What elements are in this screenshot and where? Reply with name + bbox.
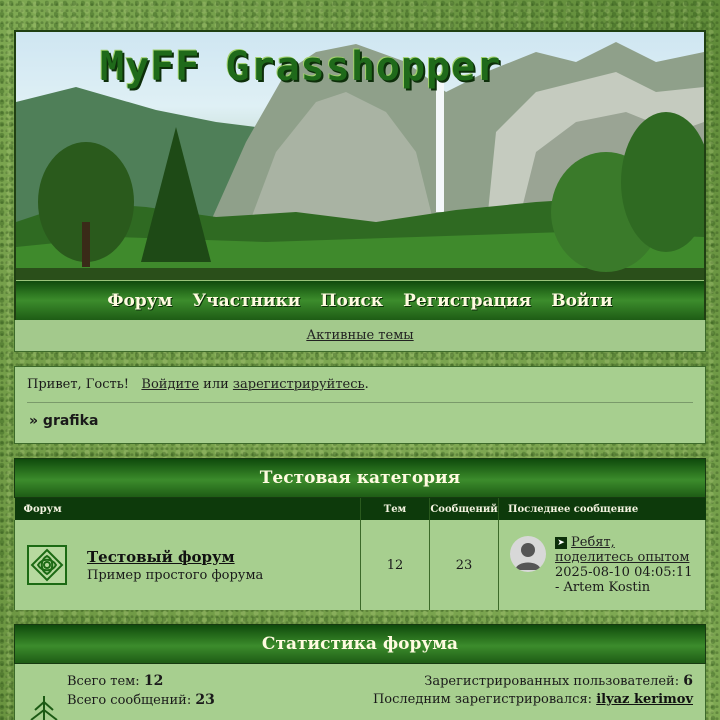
forum-category [14, 458, 706, 610]
col-posts: Сообщений [430, 498, 499, 520]
register-link[interactable]: зарегистрируйтесь [232, 377, 365, 392]
active-topics-link[interactable]: Активные темы [306, 328, 414, 343]
forum-posts-count: 23 [430, 520, 499, 610]
category-title[interactable]: Тестовая категория [14, 458, 706, 498]
nav-search[interactable]: Поиск [320, 290, 384, 311]
table-row [15, 520, 706, 610]
login-link[interactable]: Войдите [141, 377, 200, 392]
forum-text [87, 548, 263, 583]
last-user-link[interactable]: ilyaz kerimov [596, 692, 693, 707]
forum-title-link[interactable]: Тестовый форум [87, 547, 235, 566]
nav-forum[interactable]: Форум [107, 290, 173, 311]
last-post-link[interactable]: Ребят, поделитесь опытом [555, 535, 690, 565]
forum-info [15, 520, 360, 610]
stats-title: Статистика форума [14, 624, 706, 664]
greeting-text: Привет, Гость! [27, 377, 130, 392]
or-text: или [203, 377, 229, 392]
avatar-default-icon[interactable] [510, 536, 546, 572]
total-posts-label: Всего сообщений: [67, 693, 192, 708]
welcome-line [27, 377, 693, 392]
nav-members[interactable]: Участники [192, 290, 301, 311]
dot-text: . [364, 377, 369, 392]
users-value: 6 [683, 673, 693, 689]
go-arrow-icon[interactable]: ➤ [555, 537, 567, 549]
last-post-author[interactable]: Artem Kostin [563, 580, 651, 595]
site-logo[interactable]: MyFF Grasshopper [100, 44, 502, 90]
total-topics-label: Всего тем: [67, 674, 140, 689]
total-posts-value: 23 [195, 692, 215, 708]
col-forum: Форум [15, 498, 361, 520]
stats-body [14, 664, 706, 720]
stats-right [373, 672, 693, 709]
main-nav [16, 280, 704, 320]
nav-login[interactable]: Войти [551, 290, 613, 311]
forum-table [14, 498, 706, 610]
last-user-label: Последним зарегистрировался: [372, 692, 593, 707]
nav-register[interactable]: Регистрация [403, 290, 532, 311]
divider [27, 402, 693, 403]
last-post-cell [499, 520, 706, 610]
forum-stats [14, 624, 706, 720]
page-wrapper [14, 30, 706, 720]
welcome-panel [14, 366, 706, 444]
forum-celtic-icon [27, 545, 67, 585]
users-label: Зарегистрированных пользователей: [424, 674, 680, 689]
col-last-post: Последнее сообщение [499, 498, 706, 520]
breadcrumb[interactable]: » grafika [29, 413, 99, 429]
header [14, 30, 706, 320]
forum-description: Пример простого форума [87, 567, 264, 583]
forum-topics-count: 12 [361, 520, 430, 610]
col-topics: Тем [361, 498, 430, 520]
total-topics-value: 12 [143, 673, 164, 689]
sub-nav [14, 320, 706, 352]
banner-image [16, 32, 704, 280]
stats-left [67, 672, 215, 710]
last-post-date: 2025-08-10 04:05:11 - [555, 565, 693, 595]
tree-icon [27, 692, 61, 720]
